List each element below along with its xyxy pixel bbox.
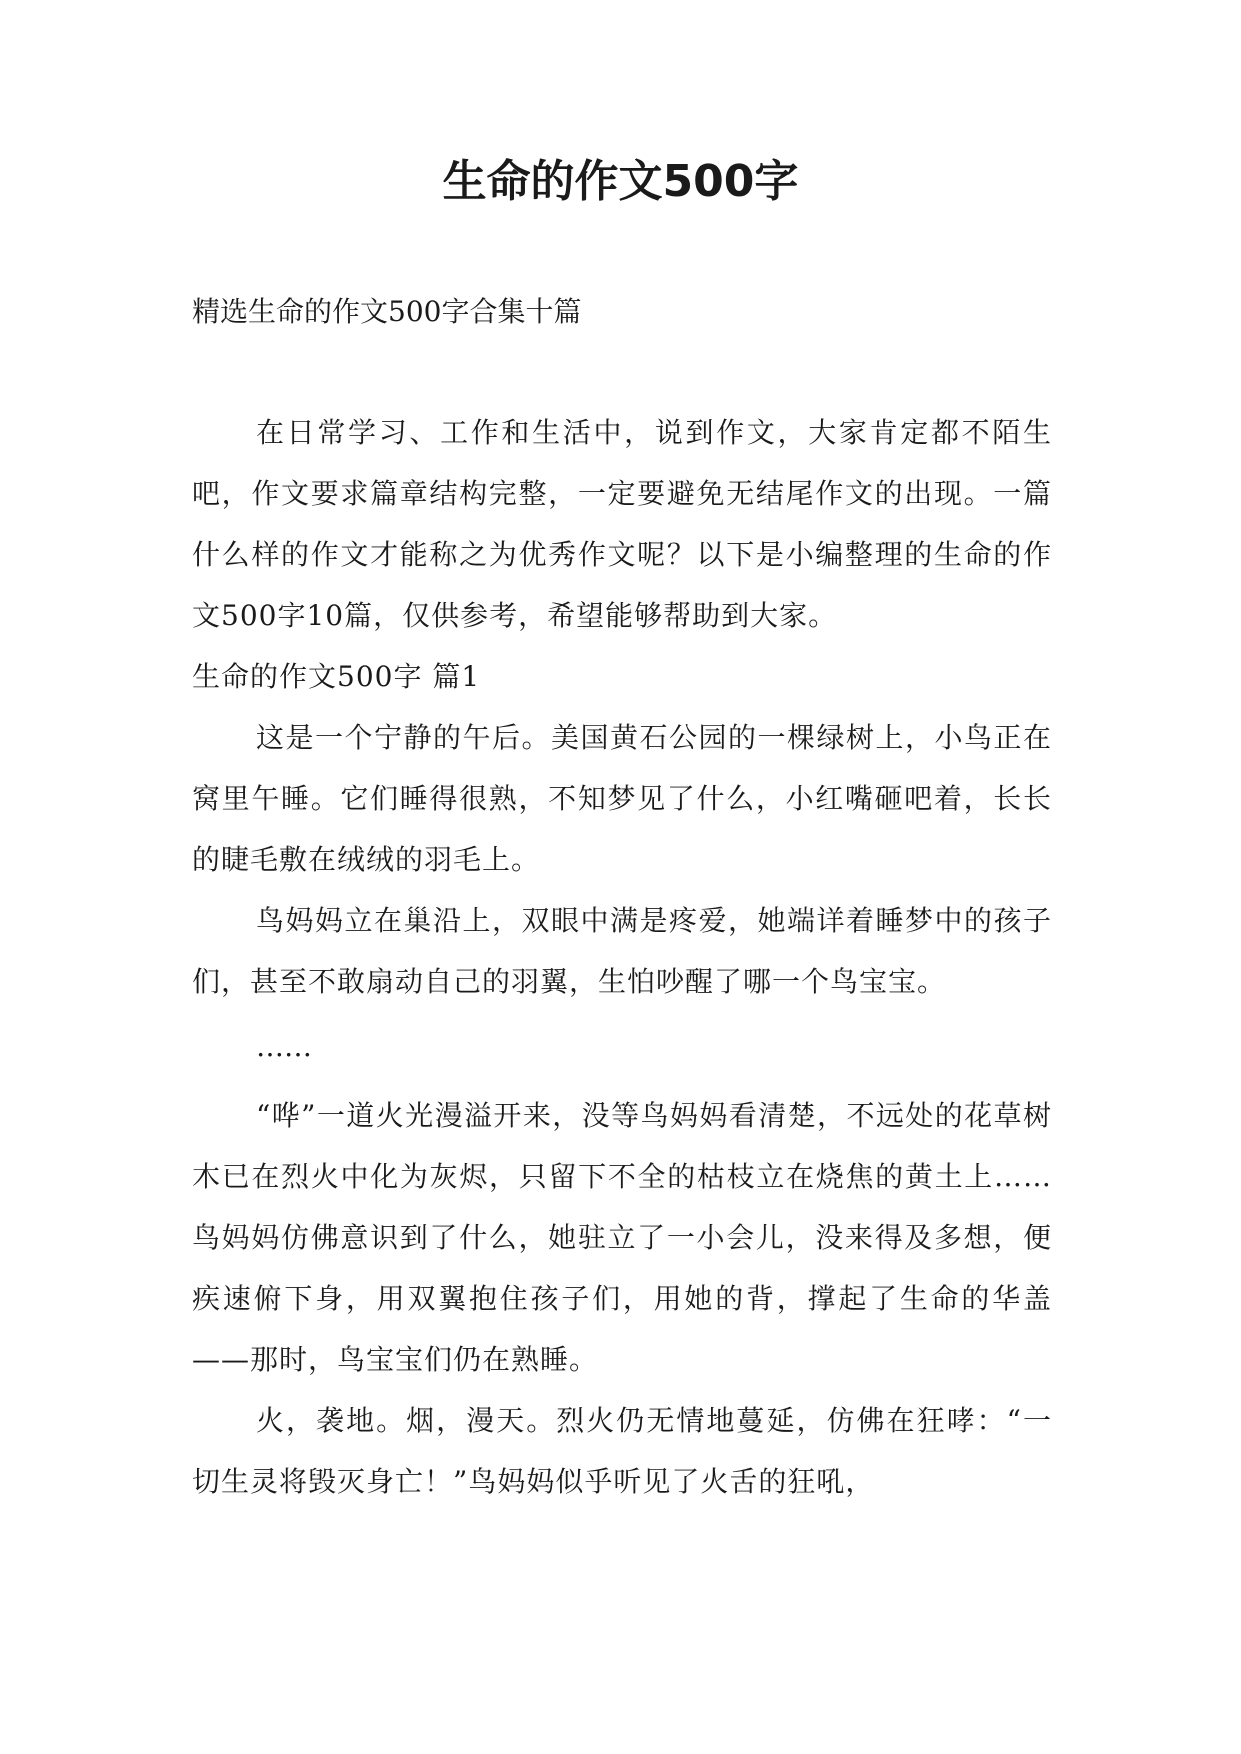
body-paragraph: “哗”一道火光漫溢开来，没等鸟妈妈看清楚，不远处的花草树木已在烈火中化为灰烬，只留下不全的枯枝立在烧焦的黄土上……鸟妈妈仿佛意识到了什么，她驻立了一小会儿，没来得及多想，便疾速俯下身，用双翼抱住孩子们，用她的背，撑起了生命的华盖——那时，鸟宝宝们仍在熟睡。 [192,1099,1052,1376]
document-subtitle: 精选生命的作文500字合集十篇 [192,295,582,328]
body-paragraph: 火，袭地。烟，漫天。烈火仍无情地蔓延，仿佛在狂哮：“一切生灵将毁灭身亡！”鸟妈妈似乎听见了火舌的狂吼， [192,1404,1052,1498]
section-heading: 生命的作文500字 篇1 [192,660,481,693]
body-paragraph: 鸟妈妈立在巢沿上，双眼中满是疼爱，她端详着睡梦中的孩子们，甚至不敢扇动自己的羽翼，生怕吵醒了哪一个鸟宝宝。 [192,904,1052,998]
document-body [192,402,1052,1512]
body-paragraph: 这是一个宁静的午后。美国黄石公园的一棵绿树上，小鸟正在窝里午睡。它们睡得很熟，不知梦见了什么，小红嘴砸吧着，长长的睫毛敷在绒绒的羽毛上。 [192,721,1052,876]
intro-paragraph: 在日常学习、工作和生活中，说到作文，大家肯定都不陌生吧，作文要求篇章结构完整，一定要避免无结尾作文的出现。一篇什么样的作文才能称之为优秀作文呢？以下是小编整理的生命的作文500字10篇，仅供参考，希望能够帮助到大家。 [192,416,1052,632]
ellipsis-line: …… [256,1030,312,1063]
document-title: 生命的作文500字 [442,156,799,207]
